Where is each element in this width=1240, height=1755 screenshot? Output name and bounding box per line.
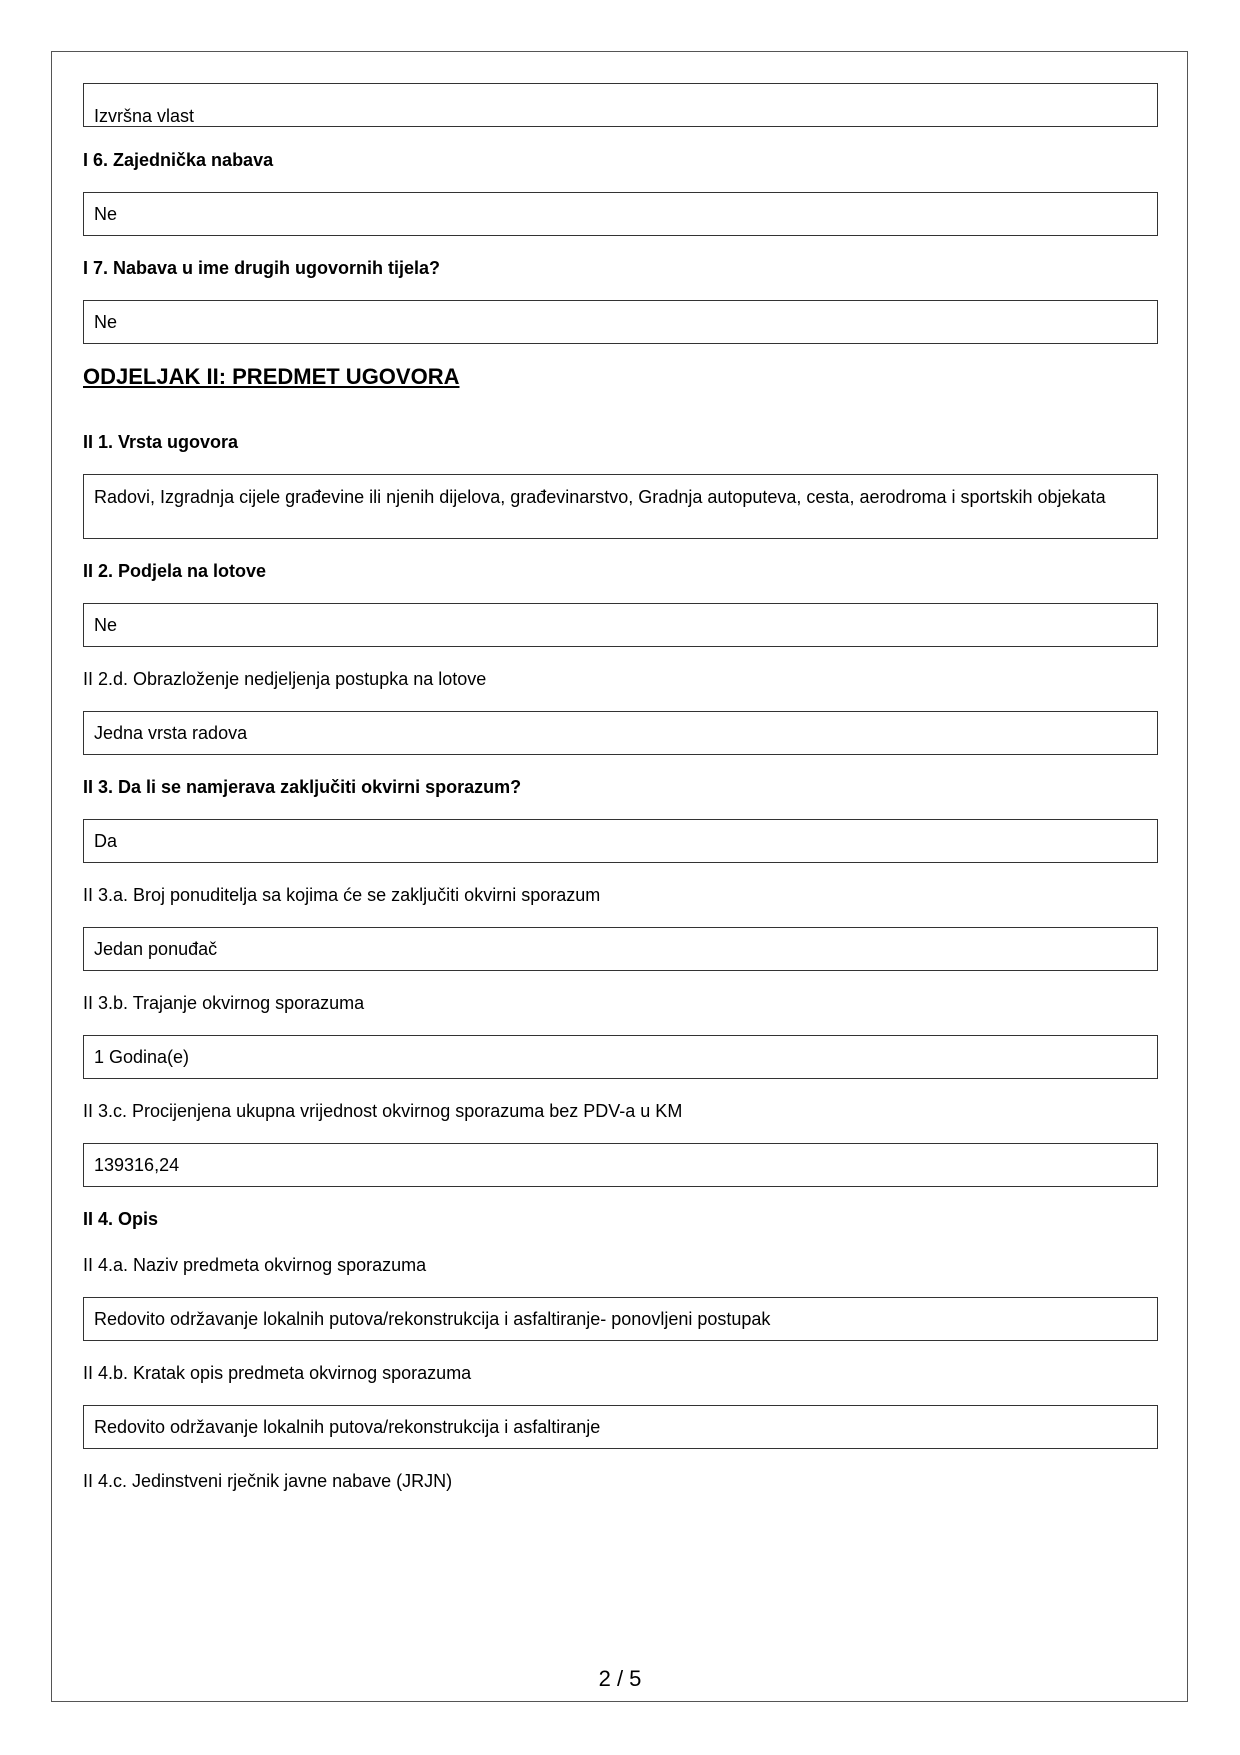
ii4b-value-box [83,1405,1158,1449]
ii2-value: Ne [94,615,118,635]
ii4-label: II 4. Opis [83,1209,159,1229]
i6-label: I 6. Zajednička nabava [83,150,274,170]
ii3b-label: II 3.b. Trajanje okvirnog sporazuma [83,993,365,1013]
ii2-value-box [83,603,1158,647]
ii4a-value-box [83,1297,1158,1341]
form-content [83,83,1158,1492]
ii2d-value-box [83,711,1158,755]
ii2d-label: II 2.d. Obrazloženje nedjeljenja postupka na lotove [83,669,487,689]
ii3c-label: II 3.c. Procijenjena ukupna vrijednost okvirnog sporazuma bez PDV-a u KM [83,1101,683,1121]
ii4a-value: Redovito održavanje lokalnih putova/rekonstrukcija i asfaltiranje- ponovljeni postupak [94,1309,771,1329]
ii1-label: II 1. Vrsta ugovora [83,432,239,452]
ii3-value: Da [94,831,118,851]
ii3-value-box [83,819,1158,863]
section-ii-title: ODJELJAK II: PREDMET UGOVORA [83,364,460,389]
i5-value-box [83,83,1158,127]
i6-value: Ne [94,204,118,224]
ii4b-label: II 4.b. Kratak opis predmeta okvirnog sporazuma [83,1363,472,1383]
ii2d-value: Jedna vrsta radova [94,723,248,743]
ii3c-value: 139316,24 [94,1155,180,1175]
ii3c-value-box [83,1143,1158,1187]
ii1-value-box [83,474,1158,539]
ii3a-label: II 3.a. Broj ponuditelja sa kojima će se zaključiti okvirni sporazum [83,885,601,905]
ii3b-value: 1 Godina(e) [94,1047,190,1067]
ii4b-value: Redovito održavanje lokalnih putova/rekonstrukcija i asfaltiranje [94,1417,601,1437]
i6-value-box [83,192,1158,236]
ii1-value: Radovi, Izgradnja cijele građevine ili njenih dijelova, građevinarstvo, Gradnja autoputeva, cesta, aerodroma i sportskih objekata [94,487,1106,507]
page-number: 2 / 5 [598,1666,642,1691]
ii3-label: II 3. Da li se namjerava zaključiti okvirni sporazum? [83,777,522,797]
i5-value: Izvršna vlast [94,106,195,126]
i7-value: Ne [94,312,118,332]
i7-label: I 7. Nabava u ime drugih ugovornih tijela? [83,258,441,278]
ii2-label: II 2. Podjela na lotove [83,561,267,581]
ii4c-label: II 4.c. Jedinstveni rječnik javne nabave (JRJN) [83,1471,453,1491]
ii3b-value-box [83,1035,1158,1079]
i7-value-box [83,300,1158,344]
ii3a-value: Jedan ponuđač [94,939,218,959]
ii3a-value-box [83,927,1158,971]
ii4a-label: II 4.a. Naziv predmeta okvirnog sporazuma [83,1255,427,1275]
